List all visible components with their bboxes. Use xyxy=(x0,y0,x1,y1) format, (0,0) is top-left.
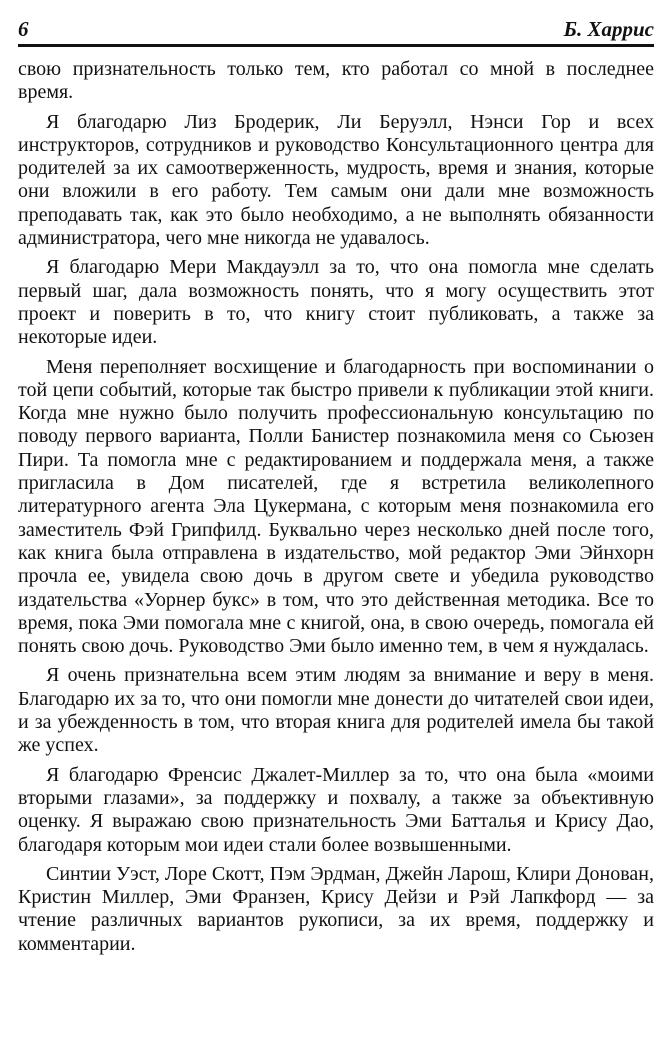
body-text xyxy=(18,58,654,962)
running-head xyxy=(18,14,654,44)
paragraph: Я благодарю Френсис Джалет-Миллер за то, что она была «моими вторыми глазами», за поддержку и похвалу, а также за объективную оценку. Я выражаю свою признательность Эми Батталья и Крису Дао, благодаря которым мои идеи стали более возвышенными. xyxy=(18,763,654,856)
header-rule xyxy=(18,44,654,47)
paragraph: Я очень признательна всем этим людям за внимание и веру в меня. Благодарю их за то, что они помогли мне донести до читателей свои идеи, и за убежденность в том, что вторая книга для родителей имела бы такой же успех. xyxy=(18,664,654,757)
paragraph: Я благодарю Лиз Бродерик, Ли Беруэлл, Нэнси Гор и всех инструкторов, сотрудников и руководство Консультационного центра для родителей за их самоотверженность, мудрость, время и знания, которые они вложили в его работу. Тем самым они дали мне возможность преподавать так, как это было необходимо, а не выполнять обязанности администратора, чего мне никогда не удавалось. xyxy=(18,110,654,250)
page-number: 6 xyxy=(18,17,29,41)
paragraph: Меня переполняет восхищение и благодарность при воспоминании о той цепи событий, которые так быстро привели к публикации этой книги. Когда мне нужно было получить профессиональную консультацию по поводу первого варианта, Полли Банистер познакомила меня со Сьюзен Пири. Та помогла мне с редактированием и поддержала меня, а также пригласила в Дом писателей, где я встретила великолепного литературного агента Эла Цукермана, с которым меня познакомила его заместитель Фэй Грипфилд. Буквально через несколько дней после того, как книга была отправлена в издательство, мой редактор Эми Эйнхорн прочла ее, увидела свою дочь в другом свете и убедила руководство издательства «Уорнер букс» в том, что это действенная методика. Все то время, пока Эми помогала мне с книгой, она, в свою очередь, помогала ей понять свою дочь. Руководство Эми было именно тем, в чем я нуждалась. xyxy=(18,355,654,658)
paragraph-continued: свою признательность только тем, кто работал со мной в последнее время. xyxy=(18,58,654,104)
running-head-author: Б. Харрис xyxy=(563,17,654,41)
paragraph: Синтии Уэст, Лоре Скотт, Пэм Эрдман, Джейн Ларош, Клири Донован, Кристин Миллер, Эми Франзен, Крису Дейзи и Рэй Лапкфорд — за чтение различных вариантов рукописи, за их время, поддержку и комментарии. xyxy=(18,862,654,955)
paragraph: Я благодарю Мери Макдауэлл за то, что она помогла мне сделать первый шаг, дала возможность понять, что я могу осуществить этот проект и поверить в то, что книгу стоит публиковать, а также за некоторые идеи. xyxy=(18,256,654,349)
